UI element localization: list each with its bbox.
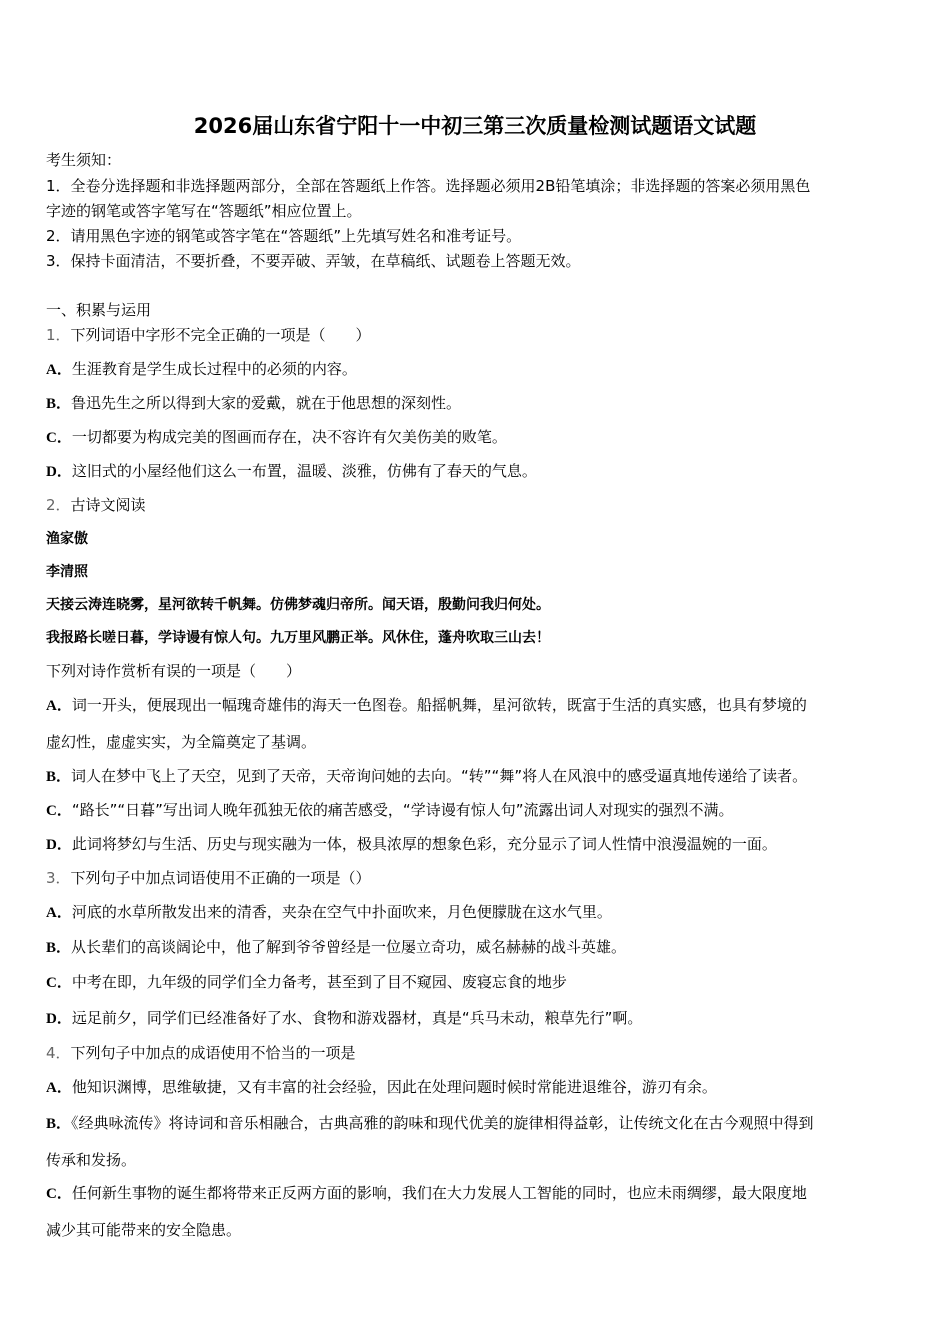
- option-text: 任何新生事物的诞生都将带来正反两方面的影响，我们在大力发展人工智能的同时，也应未雨绸缪，最大限度地: [71, 1184, 807, 1202]
- option-label: C．: [46, 803, 72, 819]
- option-label: B．: [46, 769, 72, 785]
- option-label: D．: [46, 464, 72, 480]
- question-stem: 下列句子中加点词语使用不正确的一项是（）: [70, 869, 371, 887]
- option-d: [46, 461, 537, 482]
- option-text: 此词将梦幻与生活、历史与现实融为一体，极具浓厚的想象色彩，充分显示了词人性情中浪漫温婉的一面。: [71, 835, 777, 853]
- question-number: 4．: [46, 1044, 71, 1062]
- poem-author: 李清照: [46, 564, 88, 580]
- question-number: 2．: [46, 496, 71, 514]
- option-text: 词一开头，便展现出一幅瑰奇雄伟的海天一色图卷。船摇帆舞，星河欲转，既富于生活的真实感，也具有梦境的: [71, 696, 807, 714]
- option-b: [46, 937, 626, 958]
- notice-heading: 考生须知：: [46, 151, 122, 169]
- option-text: 《经典咏流传》将诗词和音乐相融合，古典高雅的韵味和现代优美的旋律相得益彰，让传统文化在古今观照中得到: [71, 1114, 814, 1132]
- option-c: [46, 972, 567, 993]
- option-c: [46, 1183, 807, 1204]
- option-label: A．: [46, 698, 72, 714]
- poem-line: 天接云涛连晓雾，星河欲转千帆舞。仿佛梦魂归帝所。闻天语，殷勤问我归何处。: [46, 597, 550, 613]
- option-continuation: 减少其可能带来的安全隐患。: [46, 1221, 242, 1239]
- question-2: [46, 495, 146, 515]
- option-c: [46, 427, 507, 448]
- option-text: 远足前夕，同学们已经准备好了水、食物和游戏器材，真是“兵马未动，粮草先行”啊。: [71, 1009, 643, 1027]
- poem-title: 渔家傲: [46, 531, 88, 547]
- option-b: [46, 766, 807, 787]
- option-b: [46, 393, 461, 414]
- option-text: 从长辈们的高谈阔论中，他了解到爷爷曾经是一位屡立奇功，威名赫赫的战斗英雄。: [71, 938, 627, 956]
- option-label: C．: [46, 1186, 72, 1202]
- option-text: 词人在梦中飞上了天空，见到了天帝，天帝询问她的去向。“转”“舞”将人在风浪中的感受逼真地传递给了读者。: [71, 767, 808, 785]
- notice-item: 2．请用黑色字迹的钢笔或答字笔在“答题纸”上先填写姓名和准考证号。: [46, 227, 522, 245]
- option-d: [46, 1008, 642, 1029]
- question-1: [46, 325, 371, 345]
- option-text: 一切都要为构成完美的图画而存在，决不容许有欠美伤美的败笔。: [71, 428, 507, 446]
- option-label: D．: [46, 837, 72, 853]
- option-text: 生涯教育是学生成长过程中的必须的内容。: [71, 360, 357, 378]
- question-number: 3．: [46, 869, 71, 887]
- section-heading: 一、积累与运用: [46, 301, 152, 319]
- option-a: [46, 902, 612, 923]
- option-d: [46, 834, 777, 855]
- option-text: 鲁迅先生之所以得到大家的爱戴，就在于他思想的深刻性。: [71, 394, 462, 412]
- option-continuation: 传承和发扬。: [46, 1151, 137, 1169]
- document-title: 2026届山东省宁阳十一中初三第三次质量检测试题语文试题: [193, 114, 757, 138]
- option-label: B．: [46, 940, 72, 956]
- option-c: [46, 800, 733, 821]
- option-label: A．: [46, 362, 72, 378]
- question-4: [46, 1043, 356, 1063]
- option-text: “路长”“日暮”写出词人晚年孤独无依的痛苦感受，“学诗谩有惊人句”流露出词人对现实的强烈不满。: [71, 801, 734, 819]
- option-text: 这旧式的小屋经他们这么一布置，温暖、淡雅，仿佛有了春天的气息。: [71, 462, 537, 480]
- option-label: D．: [46, 1011, 72, 1027]
- notice-item: 3．保持卡面清洁，不要折叠，不要弄破、弄皱，在草稿纸、试题卷上答题无效。: [46, 252, 581, 270]
- question-3: [46, 868, 371, 888]
- option-label: C．: [46, 430, 72, 446]
- poem-line: 我报路长嗟日暮，学诗谩有惊人句。九万里风鹏正举。风休住，蓬舟吹取三山去！: [46, 630, 550, 646]
- option-label: A．: [46, 1080, 72, 1096]
- option-a: [46, 695, 807, 716]
- notice-item: 字迹的钢笔或答字笔写在“答题纸”相应位置上。: [46, 202, 362, 220]
- option-text: 中考在即，九年级的同学们全力备考，甚至到了目不窥园、废寝忘食的地步: [71, 973, 567, 991]
- question-stem: 古诗文阅读: [70, 496, 146, 514]
- option-label: C．: [46, 975, 72, 991]
- option-label: A．: [46, 905, 72, 921]
- option-text: 他知识渊博，思维敏捷，又有丰富的社会经验，因此在处理问题时候时常能进退维谷，游刃有余。: [71, 1078, 717, 1096]
- option-label: B．: [46, 1116, 72, 1132]
- sub-question-stem: 下列对诗作赏析有误的一项是（ ）: [46, 662, 302, 680]
- option-a: [46, 1077, 717, 1098]
- question-number: 1．: [46, 326, 71, 344]
- question-stem: 下列句子中加点的成语使用不恰当的一项是: [70, 1044, 356, 1062]
- option-b: [46, 1113, 814, 1134]
- option-a: [46, 359, 357, 380]
- question-stem: 下列词语中字形不完全正确的一项是（ ）: [70, 326, 371, 344]
- option-label: B．: [46, 396, 72, 412]
- option-continuation: 虚幻性，虚虚实实，为全篇奠定了基调。: [46, 733, 317, 751]
- notice-item: 1．全卷分选择题和非选择题两部分，全部在答题纸上作答。选择题必须用2B铅笔填涂；非选择题的答案必须用黑色: [46, 177, 811, 195]
- option-text: 河底的水草所散发出来的清香，夹杂在空气中扑面吹来，月色便朦胧在这水气里。: [71, 903, 612, 921]
